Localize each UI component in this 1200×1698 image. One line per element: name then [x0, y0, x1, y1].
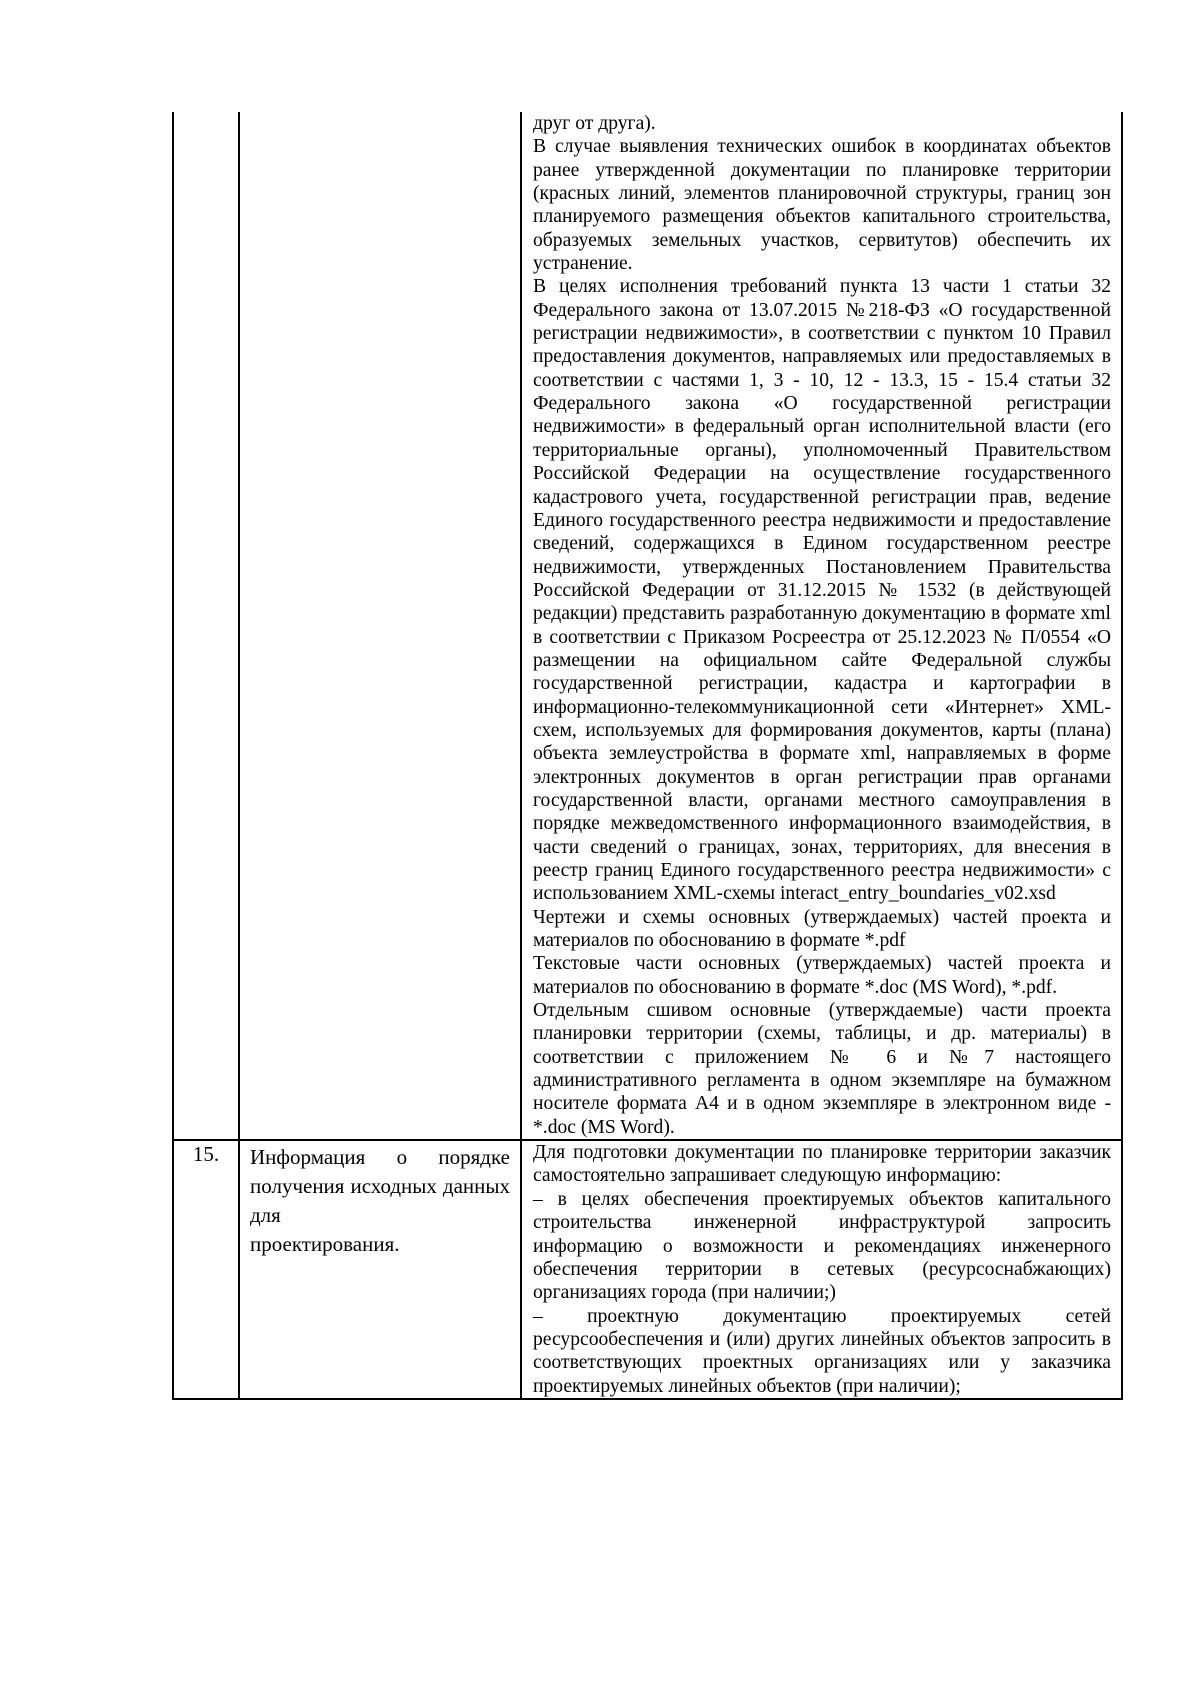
paragraph: Чертежи и схемы основных (утверждаемых) частей проекта и материалов по обоснованию в формате *.pdf — [533, 906, 1111, 952]
paragraph: Для подготовки документации по планировке территории заказчик самостоятельно запрашивает следующую информацию: — [533, 1142, 1111, 1187]
table-row — [173, 1140, 1122, 1399]
row-name-line: Информация о порядке — [250, 1145, 510, 1170]
row-name-cell — [239, 1140, 521, 1399]
paragraph: В случае выявления технических ошибок в координатах объектов ранее утвержденной документации по планировке территории (красных линий, элементов планировочной структуры, границ зон планируемого размещения объектов капитального строительства, образуемых земельных участков, сервитутов) обеспечить их устранение. — [533, 136, 1111, 275]
row-number-cell: 15. — [173, 1140, 239, 1399]
row-name-line: проектирования. — [250, 1232, 400, 1257]
paragraph: Отдельным сшивом основные (утверждаемые) части проекта планировки территории (схемы, таблицы, и др. материалы) в соответствии с приложением № 6 и №7 настоящего административного регламента в одном экземпляре на бумажном носителе формата А4 и в одном экземпляре в электронном виде -*.doc (MS Word). — [533, 1000, 1111, 1138]
paragraph: – проектную документацию проектируемых сетей ресурсообеспечения и (или) других линейных объектов запросить в соответствующих проектных организациях или у заказчика проектируемых линейных объектов (при наличии); — [533, 1305, 1111, 1397]
requirements-table — [172, 112, 1123, 1400]
row-name-line: данных для — [250, 1174, 510, 1228]
paragraph: друг от друга). — [533, 113, 656, 134]
table-row — [173, 112, 1122, 1140]
row-description-cell — [521, 1140, 1122, 1399]
row-description-cell — [521, 112, 1122, 1140]
row-name-cell — [239, 112, 521, 1140]
paragraph: Текстовые части основных (утверждаемых) частей проекта и материалов по обоснованию в формате *.doc (MS Word), *.pdf. — [533, 953, 1111, 998]
row-name-line: получения исходных — [250, 1174, 437, 1199]
row-number-cell — [173, 112, 239, 1140]
paragraph: – в целях обеспечения проектируемых объектов капитального строительства инженерной инфраструктурой запросить информацию о возможности и рекомендациях инженерного обеспечения территории в сетевых (ресурсоснабжающих) организациях города (при наличии;) — [533, 1188, 1111, 1304]
paragraph: В целях исполнения требований пункта 13 части 1 статьи 32 Федерального закона от 13.07.2015 №218-ФЗ «О государственной регистрации недвижимости», в соответствии с пунктом 10 Правил предоставления документов, направляемых или предоставляемых в соответствии с частями 1, 3 - 10, 12 - 13.3, 15 - 15.4 статьи 32 Федерального закона «О государственной регистрации недвижимости» в федеральный орган исполнительной власти (его территориальные органы), уполномоченный Правительством Российской Федерации на осуществление государственного кадастрового учета, государственной регистрации прав, ведение Единого государственного реестра недвижимости и предоставление сведений, содержащихся в Едином государственном реестре недвижимости, утвержденных Постановлением Правительства Российской Федерации от 31.12.2015 № 1532 (в действующей редакции) представить разработанную документацию в формате xml в соответствии с Приказом Росреестра от 25.12.2023 № П/0554 «О размещении на официальном сайте Федеральной службы государственной регистрации, кадастра и картографии в информационно-телекоммуникационной сети «Интернет» XML-схем, используемых для формирования документов, карты (плана) объекта землеустройства в формате xml, направляемых в форме электронных документов в орган регистрации прав органами государственной власти, органами местного самоуправления в порядке межведомственного информационного взаимодействия, в части сведений о границах, зонах, территориях, для внесения в реестр границ Единого государственного реестра недвижимости» с использованием XML-схемы interact_entry_boundaries_v02.xsd — [533, 276, 1111, 905]
